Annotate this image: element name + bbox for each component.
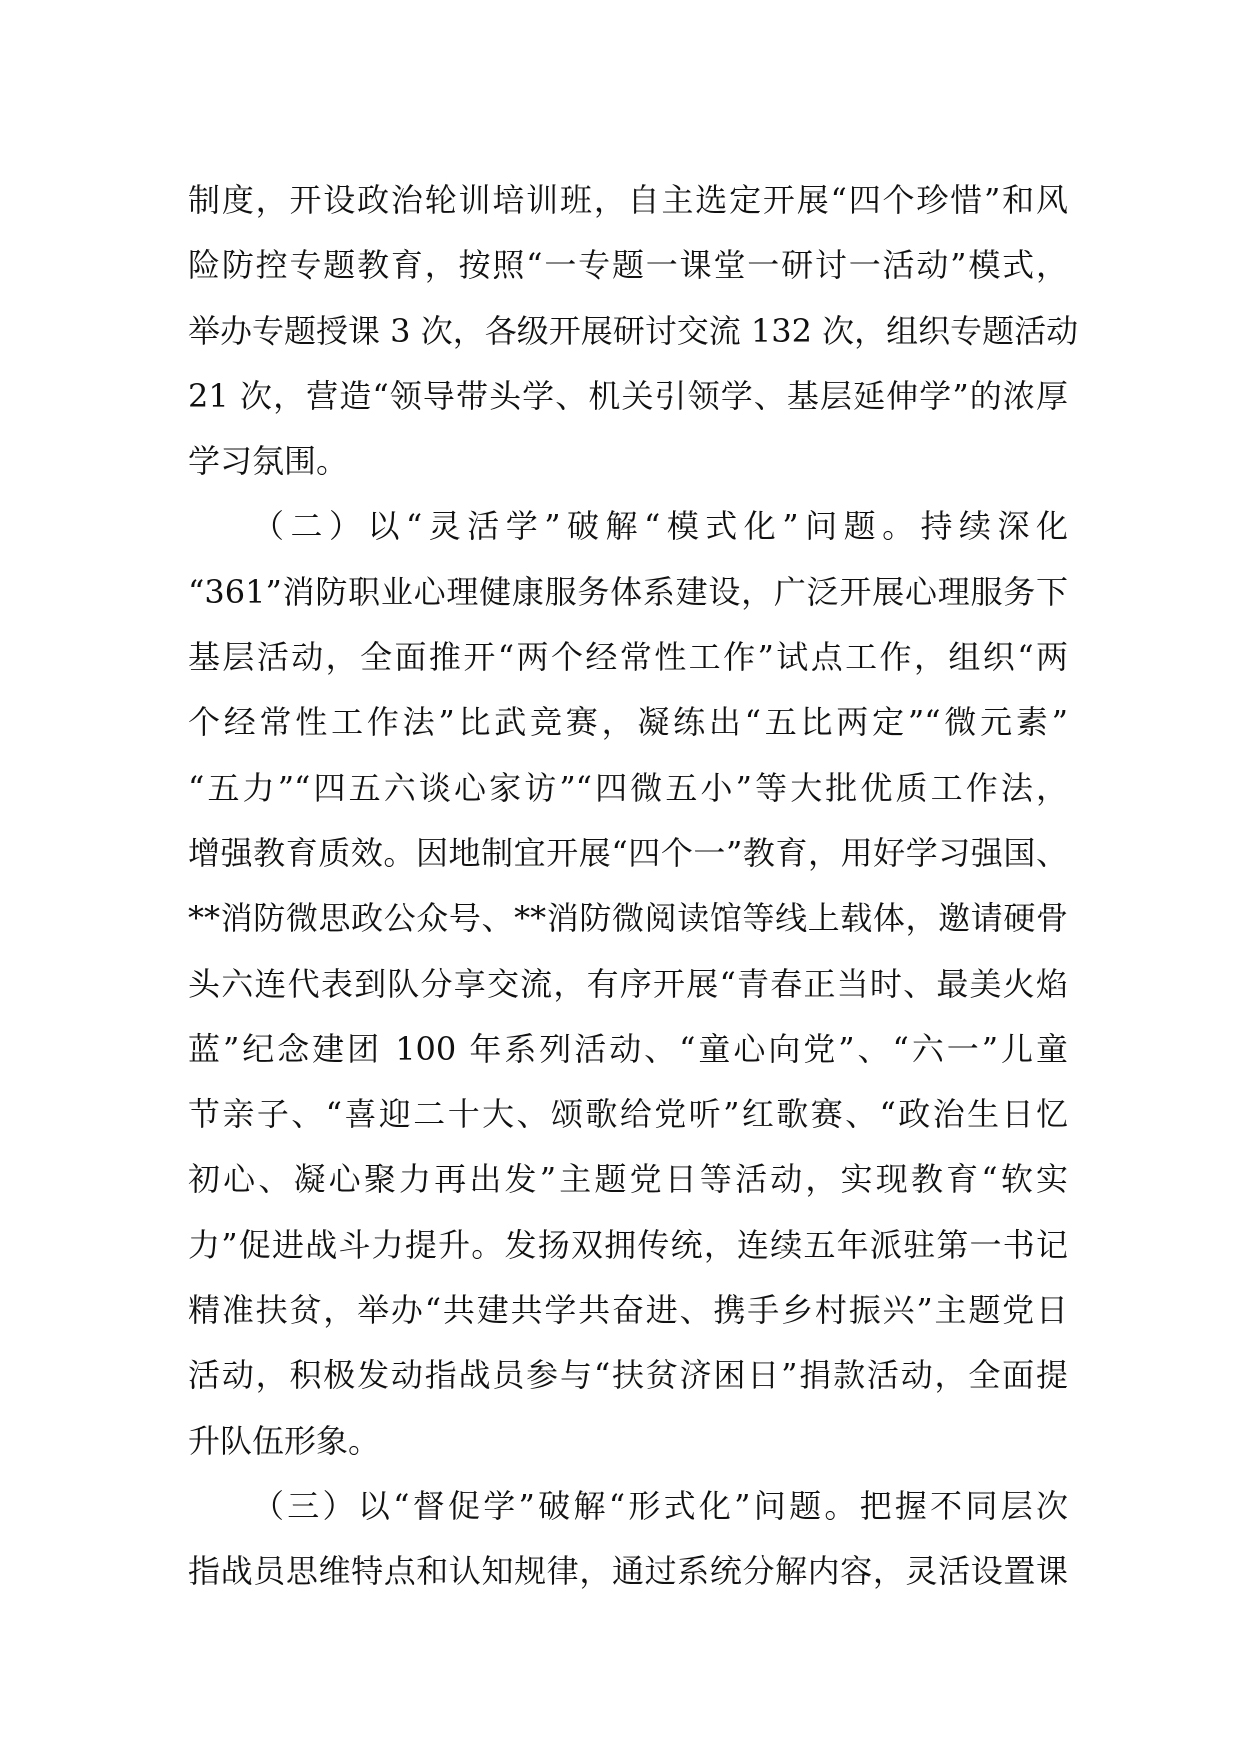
text-line: 险防控专题教育，按照“一专题一课堂一研讨一活动”模式， — [188, 246, 1068, 285]
text-line: 制度，开设政治轮训培训班，自主选定开展“四个珍惜”和风 — [188, 181, 1068, 219]
text-line: **消防微思政公众号、**消防微阅读馆等线上载体，邀请硬骨 — [188, 899, 1068, 938]
section-heading-line: （二）以“灵活学”破解“模式化”问题。持续深化 — [252, 507, 1068, 546]
text-line: “361”消防职业心理健康服务体系建设，广泛开展心理服务下 — [188, 572, 1068, 611]
text-line: 头六连代表到队分享交流，有序开展“青春正当时、最美火焰 — [188, 964, 1068, 1003]
text-line: 初心、凝心聚力再出发”主题党日等活动，实现教育“软实 — [188, 1160, 1068, 1199]
text-line: 21 次，营造“领导带头学、机关引领学、基层延伸学”的浓厚 — [188, 376, 1068, 415]
text-line: “五力”“四五六谈心家访”“四微五小”等大批优质工作法， — [188, 768, 1068, 807]
body-text — [188, 168, 1079, 1605]
text-line: 个经常性工作法”比武竞赛，凝练出“五比两定”“微元素” — [188, 703, 1068, 742]
text-line: 蓝”纪念建团 100 年系列活动、“童心向党”、“六一”儿童 — [188, 1029, 1068, 1068]
text-line: 基层活动，全面推开“两个经常性工作”试点工作，组织“两 — [188, 638, 1068, 677]
text-line: 举办专题授课 3 次，各级开展研讨交流 132 次，组织专题活动 — [188, 311, 1079, 350]
text-line: 升队伍形象。 — [188, 1421, 381, 1460]
text-line: 活动，积极发动指战员参与“扶贫济困日”捐款活动，全面提 — [188, 1356, 1068, 1395]
section-heading-line: （三）以“督促学”破解“形式化”问题。把握不同层次 — [252, 1486, 1068, 1525]
text-line: 节亲子、“喜迎二十大、颂歌给党听”红歌赛、“政治生日忆 — [188, 1095, 1068, 1134]
text-line: 增强教育质效。因地制宜开展“四个一”教育，用好学习强国、 — [188, 833, 1068, 872]
text-line: 学习氛围。 — [188, 442, 349, 481]
text-line: 力”促进战斗力提升。发扬双拥传统，连续五年派驻第一书记 — [188, 1225, 1068, 1264]
text-line: 指战员思维特点和认知规律，通过系统分解内容，灵活设置课 — [188, 1552, 1068, 1591]
text-line: 精准扶贫，举办“共建共学共奋进、携手乡村振兴”主题党日 — [188, 1291, 1068, 1330]
